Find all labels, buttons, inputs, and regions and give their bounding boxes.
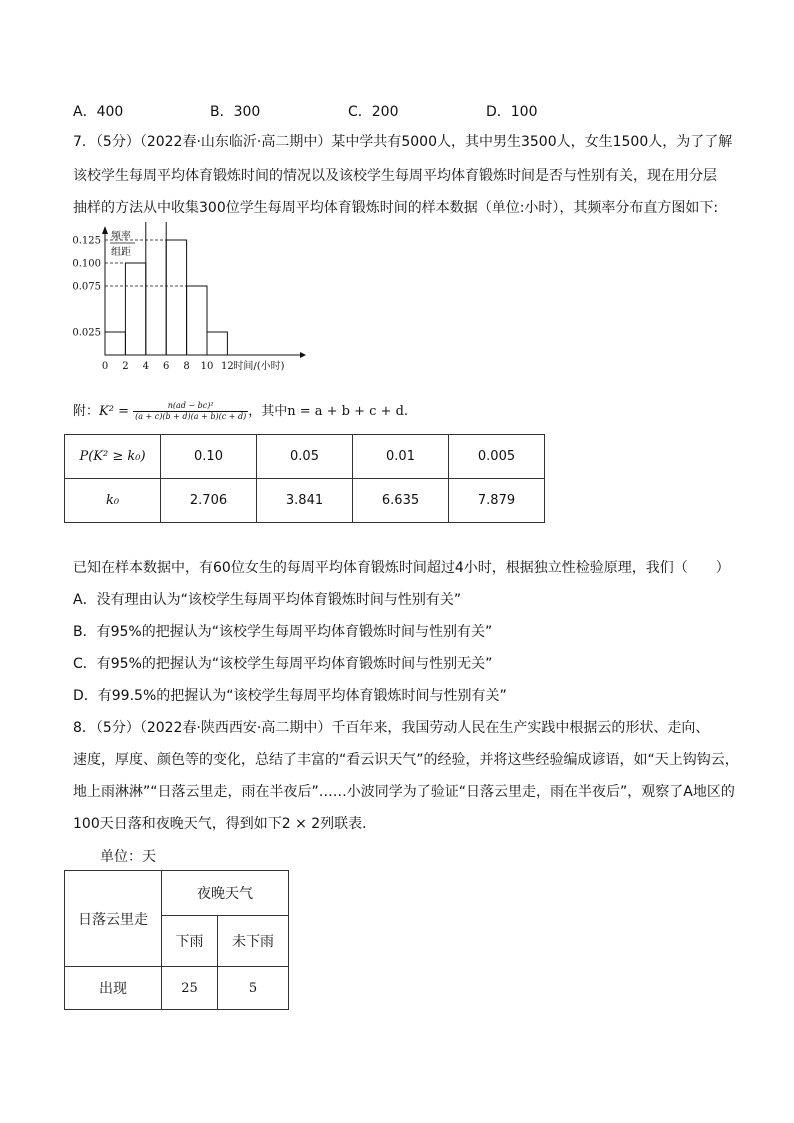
critical-value-table (64, 434, 545, 523)
table-col-rain: 下雨 (162, 916, 218, 967)
table-head-p: P(K² ≥ k₀) (65, 435, 161, 479)
table-col-group: 夜晚天气 (162, 871, 289, 916)
table-row-label: 出现 (65, 967, 162, 1010)
x-tick-label: 10 (200, 361, 214, 372)
q7-line-3: 抽样的方法从中收集300位学生每周平均体育锻炼时间的样本数据（单位:小时），其频率分布直方图如下: (73, 200, 719, 216)
table-head-k0: k₀ (65, 479, 161, 523)
x-tick-label: 8 (183, 361, 190, 372)
table-row (65, 967, 289, 1010)
formula-prefix: 附： (73, 404, 100, 419)
q7-option-d: D．有99.5%的把握认为“该校学生每周平均体育锻炼时间与性别有关” (73, 688, 507, 704)
histogram-bar (187, 286, 207, 355)
table-cell: 0.01 (353, 435, 449, 479)
frequency-histogram (60, 222, 320, 394)
formula-denominator: (a + c)(b + d)(a + b)(c + d) (135, 412, 247, 421)
table-cell: 3.841 (257, 479, 353, 523)
y-tick-label: 0.125 (72, 235, 101, 247)
x-tick-label: 0 (101, 361, 109, 372)
table-cell: 6.635 (353, 479, 449, 523)
table-cell: 0.05 (257, 435, 353, 479)
q8-line-2: 速度，厚度、颜色等的变化，总结了丰富的“看云识天气”的经验，并将这些经验编成谚语，如“天上钩钩云， (73, 752, 739, 768)
table-row-header: 日落云里走 (65, 871, 162, 967)
x-tick-label: 12 (221, 361, 234, 372)
q6-option-a: A．400 (73, 104, 124, 120)
q7-stem: 已知在样本数据中，有60位女生的每周平均体育锻炼时间超过4小时，根据独立性检验原理，我们（ ） (73, 560, 730, 576)
y-tick-label: 0.075 (72, 281, 101, 293)
formula-k2: K² = (99, 404, 129, 419)
q7-option-b: B．有95%的把握认为“该校学生每周平均体育锻炼时间与性别有关” (73, 624, 493, 640)
q8-line-4: 100天日落和夜晚天气，得到如下2 × 2列联表． (73, 816, 377, 832)
x-tick-label: 6 (163, 361, 170, 372)
histogram-bar (166, 240, 186, 355)
x-tick-label: 4 (142, 361, 149, 372)
x-axis-label: 时间/(小时) (233, 361, 285, 372)
x-axis-arrow (300, 352, 306, 358)
q8-unit: 单位：天 (100, 849, 156, 865)
formula-fraction (133, 401, 248, 422)
q8-line-3: 地上雨淋淋”“日落云里走，雨在半夜后”……小波同学为了验证“日落云里走，雨在半夜后”，观察了A地区的 (73, 784, 735, 800)
formula-suffix: ，其中n = a + b + c + d. (248, 404, 409, 419)
table-row (65, 479, 545, 523)
table-row (65, 435, 545, 479)
q8-line-1: 8．（5分）（2022春·陕西西安·高二期中）千百年来，我国劳动人民在生产实践中根据云的形状、走向、 (73, 720, 710, 736)
table-cell: 7.879 (449, 479, 545, 523)
q6-option-c: C．200 (348, 104, 399, 120)
table-cell: 2.706 (161, 479, 257, 523)
k2-formula (73, 400, 408, 422)
histogram-bar (125, 263, 145, 355)
y-axis-label-top: 频率 (111, 231, 131, 242)
y-tick-label (72, 222, 101, 224)
q7-line-2: 该校学生每周平均体育锻炼时间的情况以及该校学生每周平均体育锻炼时间是否与性别有关，现在用分层 (73, 168, 717, 184)
table-row (65, 871, 289, 916)
table-cell: 0.10 (161, 435, 257, 479)
y-axis-label-bottom: 组距 (111, 247, 131, 258)
y-tick-label: 0.100 (72, 258, 101, 270)
histogram-bar (105, 332, 125, 355)
histogram-bar (207, 332, 227, 355)
table-col-no-rain: 未下雨 (218, 916, 289, 967)
q7-line-1: 7．（5分）（2022春·山东临沂·高二期中）某中学共有5000人，其中男生3500人，女生1500人，为了了解 (73, 134, 733, 150)
q7-option-c: C．有95%的把握认为“该校学生每周平均体育锻炼时间与性别无关” (73, 656, 493, 672)
y-axis-arrow (102, 226, 108, 234)
formula-numerator: n(ad − bc)² (133, 401, 248, 412)
q7-option-a: A．没有理由认为“该校学生每周平均体育锻炼时间与性别有关” (73, 592, 462, 608)
contingency-table (64, 870, 289, 1010)
q6-option-d: D．100 (486, 104, 538, 120)
x-tick-label: 2 (122, 361, 129, 372)
table-cell: 0.005 (449, 435, 545, 479)
table-cell: 5 (218, 967, 289, 1010)
q6-option-b: B．300 (210, 104, 261, 120)
histogram-bar (146, 222, 166, 355)
y-tick-label: 0.025 (72, 327, 101, 339)
table-cell: 25 (162, 967, 218, 1010)
